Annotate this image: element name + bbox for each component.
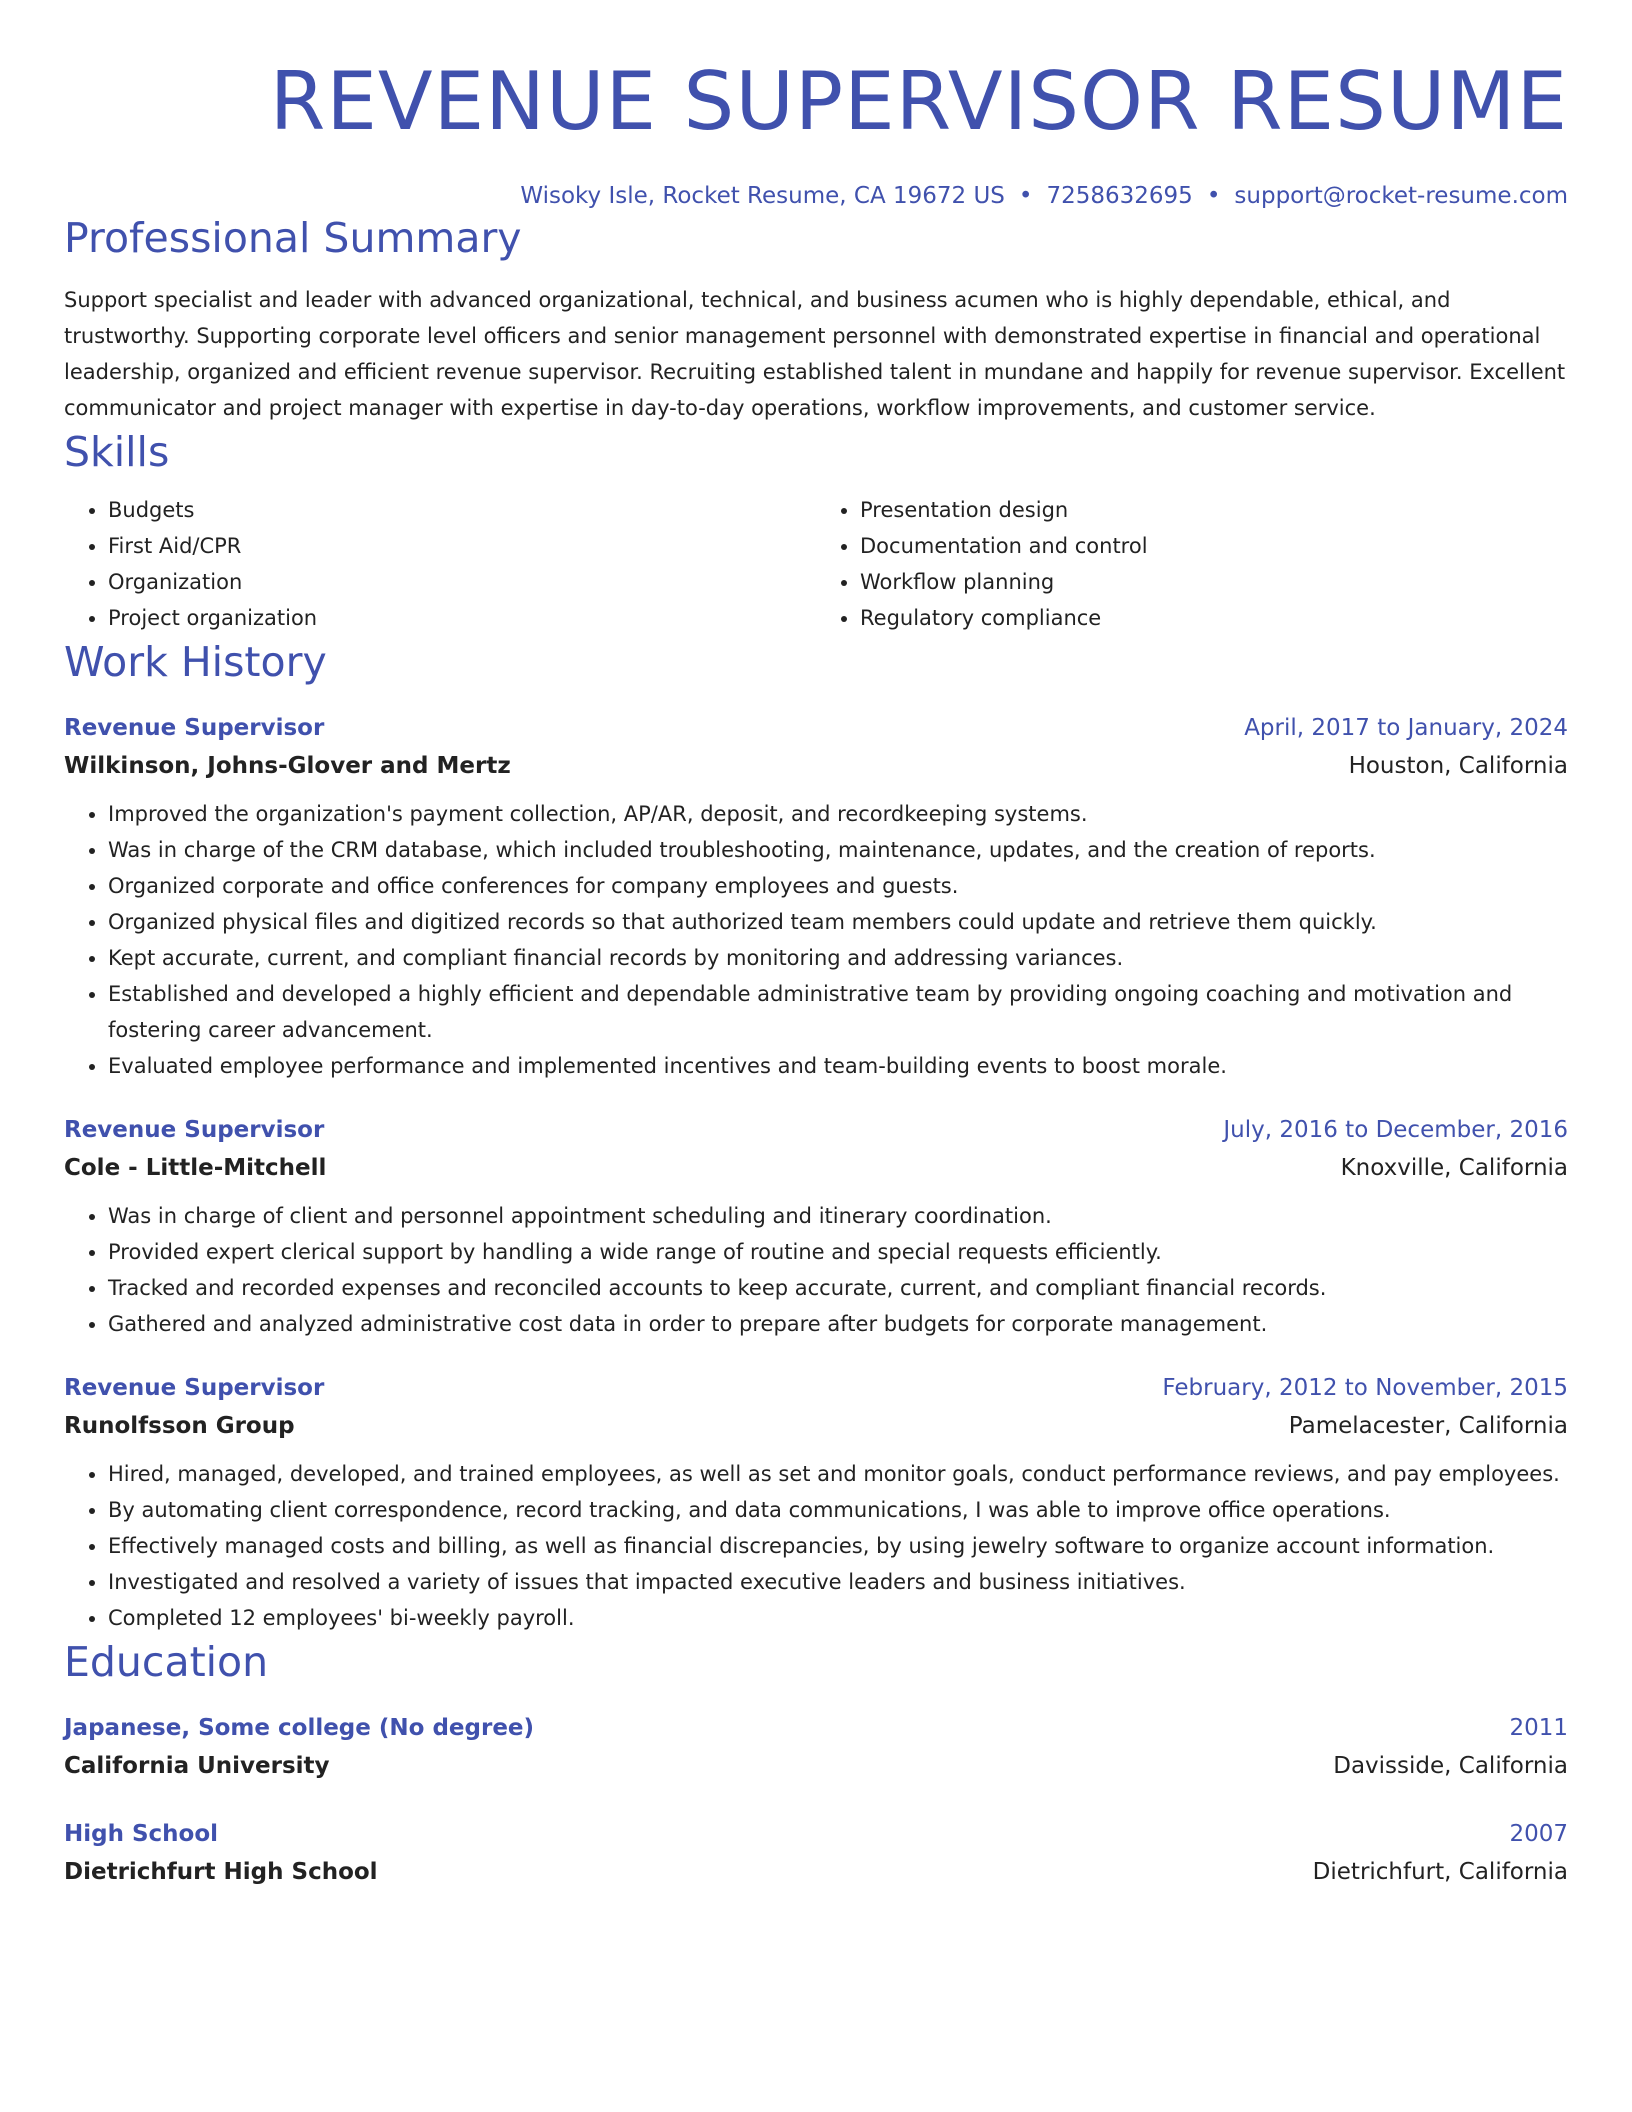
separator-dot: • <box>1018 183 1033 209</box>
job-bullet: • Was in charge of client and personnel appointment scheduling and itinerary coordination. <box>108 1198 1568 1234</box>
education-list <box>64 1710 1568 1892</box>
job-company-row <box>64 1406 1568 1446</box>
job-title-row <box>64 1112 1568 1148</box>
skill-item: • Workflow planning <box>860 564 1568 600</box>
job-company-row <box>64 746 1568 786</box>
job-bullet: • Investigated and resolved a variety of issues that impacted executive leaders and business initiatives. <box>108 1564 1568 1600</box>
skill-item: • Organization <box>108 564 816 600</box>
education-title-row <box>64 1710 1568 1746</box>
job-bullets <box>64 1456 1568 1636</box>
job-bullet: • Improved the organization's payment collection, AP/AR, deposit, and recordkeeping systems. <box>108 796 1568 832</box>
job-bullet: • Organized corporate and office conferences for company employees and guests. <box>108 868 1568 904</box>
education-location: Dietrichfurt, California <box>1312 1859 1568 1885</box>
job-bullets <box>64 1198 1568 1342</box>
job-bullets <box>64 796 1568 1084</box>
education-school-row <box>64 1852 1568 1892</box>
skill-item: • Project organization <box>108 600 816 636</box>
job-company: Wilkinson, Johns-Glover and Mertz <box>64 753 511 779</box>
education-title-row <box>64 1816 1568 1852</box>
skill-item: • Budgets <box>108 492 816 528</box>
job-company: Runolfsson Group <box>64 1413 295 1439</box>
job-bullet: • Hired, managed, developed, and trained employees, as well as set and monitor goals, conduct performance reviews, and pay employees. <box>108 1456 1568 1492</box>
contact-line <box>64 180 1568 212</box>
education-degree: High School <box>64 1821 219 1847</box>
education-school-row <box>64 1746 1568 1786</box>
work-history-heading: Work History <box>64 638 327 686</box>
job-bullet: • Established and developed a highly efficient and dependable administrative team by providing ongoing coaching and motivation and fostering career advancement. <box>108 976 1568 1048</box>
resume-title: REVENUE SUPERVISOR RESUME <box>269 55 1568 148</box>
separator-dot: • <box>1206 183 1221 209</box>
skills-list <box>64 492 1568 636</box>
job-location: Knoxville, California <box>1340 1155 1568 1181</box>
job-bullet: • Effectively managed costs and billing, as well as financial discrepancies, by using jewelry software to organize account information. <box>108 1528 1568 1564</box>
education-school: Dietrichfurt High School <box>64 1859 378 1885</box>
skills-column-right <box>816 492 1568 636</box>
contact-phone: 7258632695 <box>1046 183 1193 209</box>
summary-heading: Professional Summary <box>64 214 522 262</box>
resume-header <box>64 0 1568 212</box>
contact-address: Wisoky Isle, Rocket Resume, CA 19672 US <box>520 183 1005 209</box>
job-title-row <box>64 1370 1568 1406</box>
education-heading: Education <box>64 1638 269 1686</box>
job-company-row <box>64 1148 1568 1188</box>
job-role: Revenue Supervisor <box>64 1117 325 1143</box>
job-bullet: • Evaluated employee performance and implemented incentives and team-building events to boost morale. <box>108 1048 1568 1084</box>
education-year: 2011 <box>1509 1715 1568 1741</box>
education-entry <box>64 1710 1568 1786</box>
education-location: Davisside, California <box>1333 1753 1568 1779</box>
skill-item: • Regulatory compliance <box>860 600 1568 636</box>
job-company: Cole - Little-Mitchell <box>64 1155 327 1181</box>
job-dates: February, 2012 to November, 2015 <box>1162 1375 1568 1401</box>
job-location: Houston, California <box>1348 753 1568 779</box>
skills-heading: Skills <box>64 428 170 476</box>
job-entry <box>64 1370 1568 1636</box>
work-history <box>64 710 1568 1636</box>
summary-text: Support specialist and leader with advanced organizational, technical, and business acumen who is highly dependable, ethical, and trustworthy. Supporting corporate level officers and senior management personnel with demonstrated expertise in financial and operational leadership, organized and efficient revenue supervisor. Recruiting established talent in mundane and happily for revenue supervisor. Excellent communicator and project manager with expertise in day-to-day operations, workflow improvements, and customer service. <box>64 288 1566 420</box>
job-bullet: • Completed 12 employees' bi-weekly payroll. <box>108 1600 1568 1636</box>
skills-column-left <box>64 492 816 636</box>
job-location: Pamelacester, California <box>1288 1413 1568 1439</box>
job-bullet: • Gathered and analyzed administrative cost data in order to prepare after budgets for corporate management. <box>108 1306 1568 1342</box>
skill-item: • Documentation and control <box>860 528 1568 564</box>
job-dates: July, 2016 to December, 2016 <box>1223 1117 1568 1143</box>
job-title-row <box>64 710 1568 746</box>
job-dates: April, 2017 to January, 2024 <box>1244 715 1568 741</box>
education-entry <box>64 1816 1568 1892</box>
job-bullet: • Organized physical files and digitized records so that authorized team members could update and retrieve them quickly. <box>108 904 1568 940</box>
job-entry <box>64 1112 1568 1342</box>
education-school: California University <box>64 1753 330 1779</box>
education-year: 2007 <box>1509 1821 1568 1847</box>
job-bullet: • By automating client correspondence, record tracking, and data communications, I was able to improve office operations. <box>108 1492 1568 1528</box>
job-bullet: • Kept accurate, current, and compliant financial records by monitoring and addressing variances. <box>108 940 1568 976</box>
job-role: Revenue Supervisor <box>64 715 325 741</box>
job-bullet: • Tracked and recorded expenses and reconciled accounts to keep accurate, current, and compliant financial records. <box>108 1270 1568 1306</box>
job-bullet: • Provided expert clerical support by handling a wide range of routine and special requests efficiently. <box>108 1234 1568 1270</box>
job-entry <box>64 710 1568 1084</box>
job-role: Revenue Supervisor <box>64 1375 325 1401</box>
education-degree: Japanese, Some college (No degree) <box>64 1715 535 1741</box>
job-bullet: • Was in charge of the CRM database, which included troubleshooting, maintenance, updates, and the creation of reports. <box>108 832 1568 868</box>
contact-email[interactable]: support@rocket-resume.com <box>1234 183 1568 209</box>
skill-item: • First Aid/CPR <box>108 528 816 564</box>
skill-item: • Presentation design <box>860 492 1568 528</box>
